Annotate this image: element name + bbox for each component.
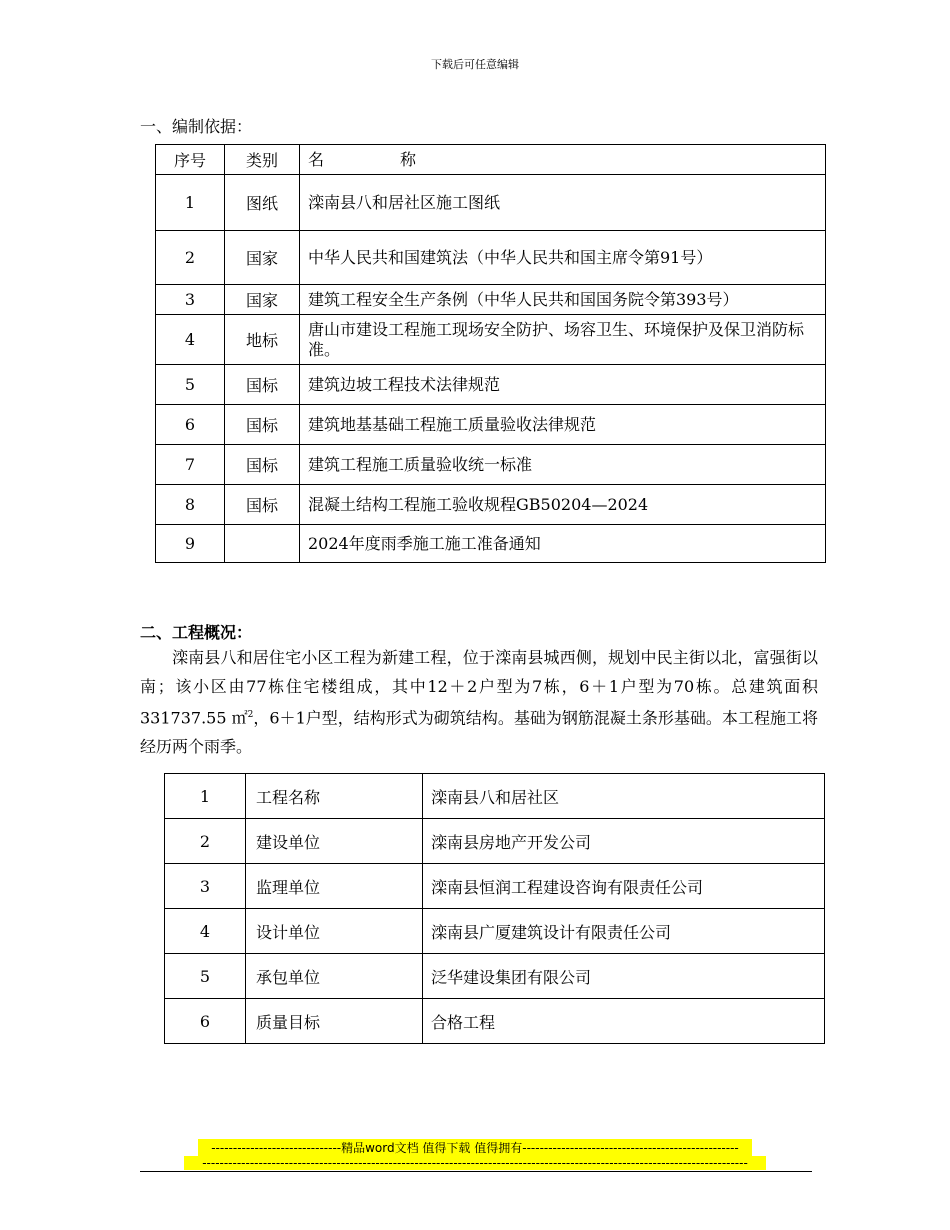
row-label: 设计单位 [246,909,423,954]
superscript: 2 [247,710,254,720]
row-no: 1 [156,175,225,231]
table-row [156,485,826,525]
row-label: 质量目标 [246,999,423,1044]
row-name: 混凝土结构工程施工验收规程GB50204—2024 [300,485,826,525]
row-value: 泛华建设集团有限公司 [423,954,825,999]
row-name: 建筑工程施工质量验收统一标准 [300,445,826,485]
row-no: 2 [165,819,246,864]
row-no: 2 [156,231,225,285]
row-value: 合格工程 [423,999,825,1044]
row-type: 国标 [225,365,300,405]
row-no: 6 [165,999,246,1044]
table-row [165,819,825,864]
row-no: 5 [165,954,246,999]
row-type: 国家 [225,231,300,285]
section-title-basis: 一、编制依据： [140,117,253,136]
row-name: 唐山市建设工程施工现场安全防护、场容卫生、环境保护及保卫消防标准。 [300,315,826,365]
row-type: 地标 [225,315,300,365]
footer-highlight: ------------------------------------------------------------------------------------------------------------------------------ [184,1156,766,1170]
row-name: 建筑地基基础工程施工质量验收法律规范 [300,405,826,445]
page-header: 下载后可任意编辑 [431,58,519,71]
overview-paragraph: 滦南县八和居住宅小区工程为新建工程，位于滦南县城西侧，规划中民主街以北，富强街以南；该小区由77栋住宅楼组成，其中12＋2户型为7栋，6＋1户型为70栋。总建筑面积331737.55 ㎡$^2$，6＋1户型，结构形式为砌筑结构。基础为钢筋混凝土条形基础。本工程施工将经历两个雨季。 [140,648,818,757]
row-type: 图纸 [225,175,300,231]
row-no: 6 [156,405,225,445]
row-value: 滦南县八和居社区 [423,774,825,819]
section-title-overview: 二、工程概况： [140,623,253,642]
row-type: 国标 [225,485,300,525]
table-row [156,231,826,285]
row-value: 滦南县房地产开发公司 [423,819,825,864]
table-row [156,365,826,405]
table-row [165,864,825,909]
row-name: 建筑工程安全生产条例（中华人民共和国国务院令第393号） [300,285,826,315]
row-type: 国家 [225,285,300,315]
table-header-row [156,145,826,175]
table-row [156,445,826,485]
row-type: 国标 [225,445,300,485]
row-no: 5 [156,365,225,405]
row-label: 建设单位 [246,819,423,864]
table-row [165,999,825,1044]
footer-highlight: ------------------------------精品word文档 值得下载 值得拥有-------------------------------------------------- [198,1139,752,1156]
row-name: 2024年度雨季施工施工准备通知 [300,525,826,563]
row-no: 8 [156,485,225,525]
footer-divider [140,1171,812,1172]
table-row [165,774,825,819]
row-no: 4 [165,909,246,954]
row-label: 承包单位 [246,954,423,999]
row-no: 1 [165,774,246,819]
table-row [156,175,826,231]
row-name: 滦南县八和居社区施工图纸 [300,175,826,231]
row-value: 滦南县恒润工程建设咨询有限责任公司 [423,864,825,909]
row-name: 建筑边坡工程技术法律规范 [300,365,826,405]
row-label: 工程名称 [246,774,423,819]
row-no: 7 [156,445,225,485]
row-name: 中华人民共和国建筑法（中华人民共和国主席令第91号） [300,231,826,285]
row-no: 3 [165,864,246,909]
table-row [165,954,825,999]
header-no: 序号 [156,145,225,175]
row-no: 3 [156,285,225,315]
basis-table [155,144,826,563]
table-row [156,405,826,445]
header-type: 类别 [225,145,300,175]
table-row [165,909,825,954]
row-label: 监理单位 [246,864,423,909]
header-name: 名 称 [300,145,826,175]
row-value: 滦南县广厦建筑设计有限责任公司 [423,909,825,954]
table-row [156,315,826,365]
table-row [156,285,826,315]
table-row [156,525,826,563]
row-type: 国标 [225,405,300,445]
row-type [225,525,300,563]
row-no: 9 [156,525,225,563]
row-no: 4 [156,315,225,365]
project-info-table [164,773,825,1044]
